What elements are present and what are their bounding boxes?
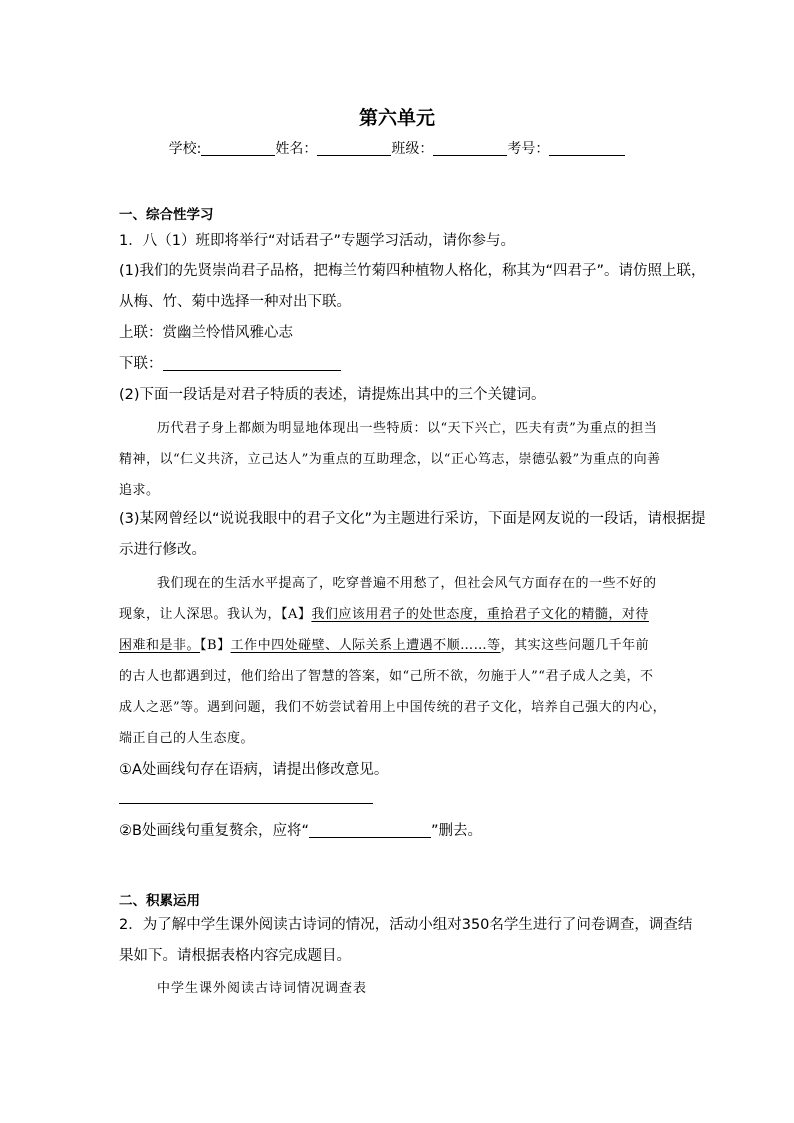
passage-2-line3-rest: ，其实这些问题几千年前	[500, 638, 650, 653]
passage-1-line2: 精神，以“仁义共济，立己达人”为重点的互助理念，以“正心笃志，崇德弘毅”为重点的向善	[119, 452, 661, 467]
question-1-stem: 1．八（1）班即将举行“对话君子”专题学习活动，请你参与。	[119, 233, 515, 249]
student-info-row	[0, 138, 794, 158]
mark-b: 【B】	[200, 638, 231, 653]
passage-2-line5: 成人之恶”等。遇到问题，我们不妨尝试着用上中国传统的君子文化，培养自己强大的内心，	[119, 700, 667, 715]
sub-question-2: (2)下面一段话是对君子特质的表述，请提炼出其中的三个关键词。	[119, 387, 546, 403]
passage-2-line6: 端正自己的人生态度。	[119, 731, 255, 746]
item-a-prompt: ①A处画线句存在语病，请提出修改意见。	[119, 762, 389, 778]
passage-1-line3: 追求。	[119, 483, 160, 498]
item-b-suffix: ”删去。	[430, 823, 482, 839]
sub-question-3-line1: (3)某网曾经以“说说我眼中的君子文化”为主题进行采访，下面是网友说的一段话，请根据提	[119, 511, 706, 527]
lower-couplet-blank[interactable]	[163, 356, 341, 371]
page-title: 第六单元	[358, 107, 435, 129]
upper-couplet: 上联：赏幽兰怜惜风雅心志	[119, 325, 293, 341]
lower-couplet-row	[119, 352, 341, 373]
item-b-prefix: ②B处画线句重复赘余，应将“	[119, 823, 309, 839]
item-a-answer-line[interactable]	[119, 803, 373, 804]
name-label: 姓名：	[275, 141, 318, 157]
question-2-line2: 果如下。请根据表格内容完成题目。	[119, 948, 351, 964]
passage-2-line3	[119, 634, 649, 653]
passage-2-text: 现象，让人深思。我认为，	[119, 607, 282, 622]
sub-question-1-line2: 从梅、竹、菊中选择一种对出下联。	[119, 294, 351, 310]
section-heading-2: 二、积累运用	[119, 893, 200, 909]
sub-question-3-line2: 示进行修改。	[119, 542, 206, 558]
sub-question-1-line1: (1)我们的先贤崇尚君子品格，把梅兰竹菊四种植物人格化，称其为“四君子”。请仿照上联，	[119, 263, 706, 279]
class-label: 班级：	[391, 141, 434, 157]
exam-no-label: 考号：	[507, 141, 550, 157]
exam-no-blank[interactable]	[549, 141, 625, 156]
underlined-sentence-a-part1: 我们应该用君子的处世态度，重拾君子文化的精髓，对待	[311, 607, 649, 622]
item-b-row	[119, 819, 482, 840]
underlined-sentence-b: 工作中四处碰壁、人际关系上遭遇不顺……等	[230, 638, 501, 653]
item-b-blank[interactable]	[309, 823, 431, 838]
passage-2-line1: 我们现在的生活水平提高了，吃穿普遍不用愁了，但社会风气方面存在的一些不好的	[157, 576, 657, 591]
section-heading-1: 一、综合性学习	[119, 207, 214, 223]
school-blank[interactable]	[201, 141, 275, 156]
passage-1-line1: 历代君子身上都颇为明显地体现出一些特质：以“天下兴亡，匹夫有责”为重点的担当	[157, 421, 658, 436]
passage-2-line2	[119, 603, 649, 622]
school-label: 学校:	[168, 141, 202, 157]
question-2-line1: 2．为了解中学生课外阅读古诗词的情况，活动小组对350名学生进行了问卷调查，调查结	[119, 917, 693, 933]
survey-table-title: 中学生课外阅读古诗词情况调查表	[157, 981, 368, 996]
passage-2-line4: 的古人也都遇到过，他们给出了智慧的答案，如“己所不欲，勿施于人”“君子成人之美，不	[119, 669, 654, 684]
class-blank[interactable]	[433, 141, 507, 156]
underlined-sentence-a-part2: 困难和是非。	[119, 638, 201, 653]
lower-couplet-label: 下联：	[119, 356, 163, 372]
name-blank[interactable]	[317, 141, 391, 156]
mark-a: 【A】	[281, 607, 312, 622]
